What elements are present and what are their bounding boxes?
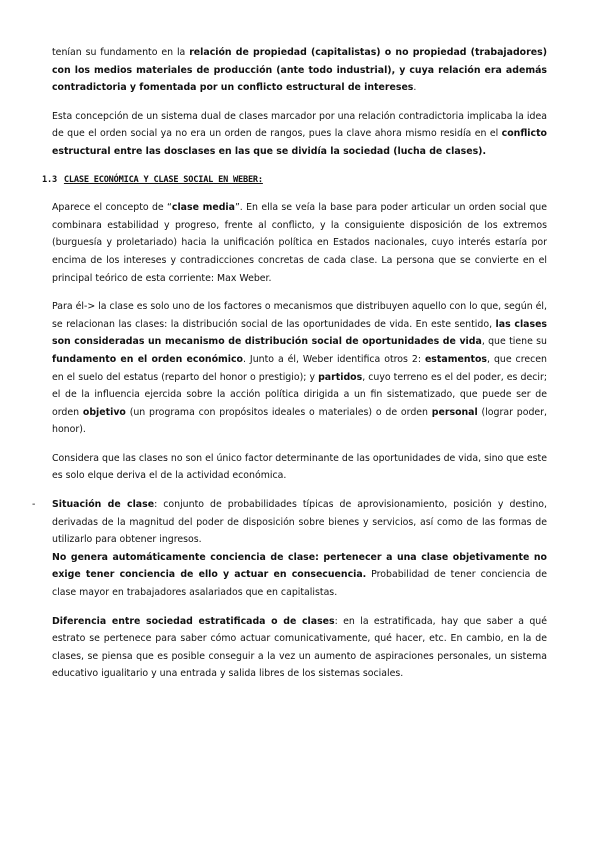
bold-text: No genera automáticamente conciencia de clase: pertenecer a una clase objetivamente no exige tener conciencia de ello y actuar en consecuencia. [52, 551, 547, 581]
bold-text: personal [431, 406, 478, 418]
bold-text: Situación de clase [52, 499, 155, 511]
bold-text: fundamento en el orden económico [52, 353, 243, 365]
section-heading [42, 172, 547, 190]
paragraph-middle-class: Aparece el concepto de “clase media”. En ella se veía la base para poder articular un orden social que combinara estabilidad y progreso, frente al conflicto, y la consiguiente disposición de los extremos (burguesía y proletariado) hacia la unificación política en Estados nacionales, cuyo interés estaría por encima de los intereses y contradicciones concretas de cada clase. La persona que se convierte en el principal teórico de esta corriente: Max Weber. [52, 202, 547, 284]
bullet-class-consciousness: No genera automáticamente conciencia de clase: pertenecer a una clase objetivamente no exige tener conciencia de ello y actuar en consecuencia. Probabilidad de tener conciencia de clase mayor en trabajadores asalariados que en capitalistas. [52, 551, 547, 599]
bullet-dash: - [32, 499, 36, 511]
bullet-definition: Situación de clase: conjunto de probabilidades típicas de aprovisionamiento, posición y destino, derivadas de la magnitud del poder de disposición sobre bienes y servicios, así como de las formas de utilizarlo para obtener ingresos. [52, 499, 548, 546]
section-number: 1.3 [42, 174, 57, 185]
paragraph-dual-class-system: Esta concepción de un sistema dual de clases marcador por una relación contradictoria implicaba la idea de que el orden social ya no era un orden de rangos, pues la clave ahora mismo residía en el conflicto estructural entre las dosclases en las que se dividía la sociedad (lucha de clases). [52, 110, 547, 157]
section-title: CLASE ECONÓMICA Y CLASE SOCIAL EN WEBER: [63, 174, 263, 185]
paragraph-weber-factors: Para él-> la clase es solo uno de los factores o mecanismos que distribuyen aquello con lo que, según él, se relacionan las clases: la distribución social de las oportunidades de vida. En este sentido, las clases son consideradas un mecanismo de distribución social de oportunidades de vida, que tiene su fundamento en el orden económico. Junto a él, Weber identifica otros 2: estamentos, que crecen en el suelo del estatus (reparto del honor o prestigio); y partidos, cuyo terreno es el del poder, es decir; el de la influencia ejercida sobre la acción política dirigida a un fin sistematizado, que puede ser de orden objetivo (un programa con propósitos ideales o materiales) o de orden personal (lograr poder, honor). [52, 301, 548, 436]
paragraph-life-opportunities: Considera que las clases no son el único factor determinante de las oportunidades de vida, sino que este es solo elque deriva el de la actividad económica. [52, 452, 547, 482]
bold-text: estamentos [424, 353, 488, 365]
bold-text: clase media [171, 202, 235, 214]
bold-text: conflicto estructural entre las dosclases en las que se dividía la sociedad (lucha de clases). [52, 128, 547, 157]
bold-text: las clases son consideradas un mecanismo de distribución social de oportunidades de vida [52, 318, 548, 348]
bold-text: objetivo [82, 406, 126, 418]
bold-text: Diferencia entre sociedad estratificada o de clases [52, 615, 335, 627]
paragraph-property-relation: tenían su fundamento en la relación de propiedad (capitalistas) o no propiedad (trabajadores) con los medios materiales de producción (ante todo industrial), y cuya relación era además contradictoria y fomentada por un conflicto estructural de intereses. [52, 47, 547, 94]
paragraph-stratified-vs-class: Diferencia entre sociedad estratificada o de clases: en la estratificada, hay que saber a qué estrato se pertenece para saber cómo actuar comunicativamente, qué hacer, etc. En cambio, en la de clases, se piensa que es posible conseguir a la vez un aumento de aspiraciones personales, un sistema educativo igualitario y una entrada y salida libres de los sistemas sociales. [52, 615, 547, 680]
bold-text: partidos [318, 371, 363, 383]
bold-text: relación de propiedad (capitalistas) o no propiedad (trabajadores) con los medios materiales de producción (ante todo industrial), y cuya relación era además contradictoria y fomentada por un conflicto estructural de intereses [52, 47, 547, 94]
bullet-class-situation [32, 496, 548, 602]
